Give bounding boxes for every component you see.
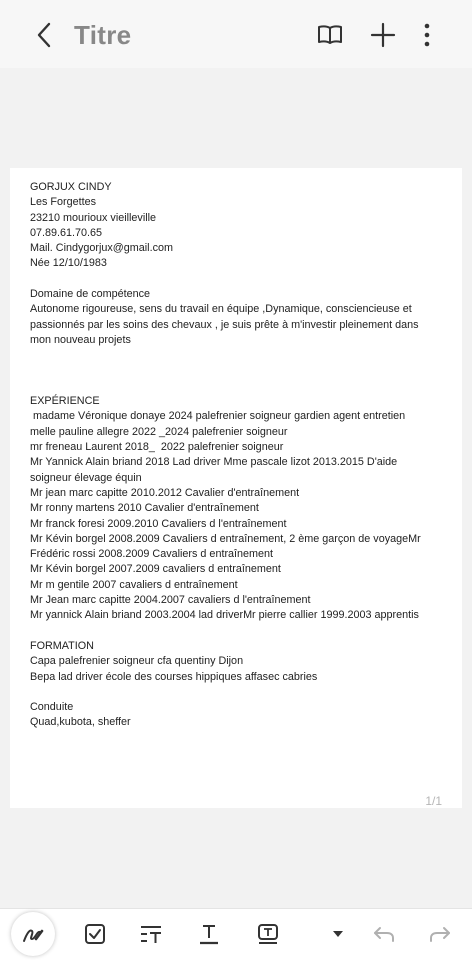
- checkbox-icon: [84, 923, 106, 945]
- document-line: Mr jean marc capitte 2010.2012 Cavalier d'entraînement: [30, 486, 300, 499]
- book-icon: [317, 24, 343, 46]
- document-line: passionnés par les soins des chevaux , je suis prête à m'investir pleinement dans: [30, 318, 419, 331]
- plus-icon: [370, 22, 396, 48]
- back-button[interactable]: [28, 18, 60, 52]
- document-line: Mr ronny martens 2010 Cavalier d'entraînement: [30, 502, 259, 515]
- document-line: 23210 mourioux vieilleville: [30, 211, 157, 224]
- document-text[interactable]: [30, 180, 450, 731]
- page-indicator: 1/1: [425, 794, 442, 808]
- document-line: Mr Jean marc capitte 2004.2007 cavaliers d l'entraînement: [30, 594, 311, 607]
- text-box-icon: [257, 923, 279, 945]
- document-line: 07.89.61.70.65: [30, 226, 103, 239]
- document-line: Mr m gentile 2007 cavaliers d entraînement: [30, 578, 238, 591]
- undo-button[interactable]: [364, 914, 404, 954]
- document-line: Mail. Cindygorjux@gmail.com: [30, 242, 173, 255]
- document-line: Autonome rigoureuse, sens du travail en équipe ,Dynamique, consciencieuse et: [30, 303, 412, 316]
- back-icon: [34, 21, 54, 49]
- document-line: Les Forgettes: [30, 196, 97, 209]
- text-style-icon: [198, 923, 220, 945]
- document-line: FORMATION: [30, 639, 94, 652]
- document-line: melle pauline allegre 2022 _2024 palefrenier soigneur: [30, 425, 288, 438]
- document-line: Bepa lad driver école des courses hippiques affasec cabries: [30, 670, 318, 683]
- redo-button[interactable]: [420, 914, 460, 954]
- document-page[interactable]: [10, 168, 462, 808]
- blank-line: [30, 685, 450, 700]
- handwriting-button[interactable]: [11, 912, 55, 956]
- blank-line: [30, 379, 450, 394]
- dropdown-icon: [332, 930, 344, 938]
- document-line: mr freneau Laurent 2018_ 2022 palefrenier soigneur: [30, 441, 284, 454]
- document-line: Domaine de compétence: [30, 288, 151, 301]
- document-line: Mr Kévin borgel 2007.2009 cavaliers d entraînement: [30, 563, 281, 576]
- document-line: Conduite: [30, 701, 74, 714]
- text-style-button[interactable]: [189, 914, 229, 954]
- document-line: Mr Yannick Alain briand 2018 Lad driver Mme pascale lizot 2013.2015 D'aide: [30, 456, 398, 469]
- document-line: madame Véronique donaye 2024 palefrenier soigneur gardien agent entretien: [30, 410, 406, 423]
- document-line: Mr franck foresi 2009.2010 Cavaliers d l'entraînement: [30, 517, 287, 530]
- blank-line: [30, 348, 450, 363]
- undo-icon: [373, 925, 395, 943]
- top-app-bar: [0, 0, 472, 68]
- pen-icon: [21, 923, 45, 945]
- document-line: Mr Kévin borgel 2008.2009 Cavaliers d entraînement, 2 ème garçon de voyageMr: [30, 532, 421, 545]
- more-vertical-icon: [422, 22, 432, 48]
- document-line: Mr yannick Alain briand 2003.2004 lad driverMr pierre callier 1999.2003 apprentis: [30, 609, 419, 622]
- more-tools-dropdown[interactable]: [318, 914, 358, 954]
- text-format-button[interactable]: [131, 914, 171, 954]
- document-line: soigneur élevage équin: [30, 471, 142, 484]
- text-format-icon: [139, 924, 163, 944]
- bottom-toolbar: [0, 908, 472, 960]
- blank-line: [30, 272, 450, 287]
- document-line: EXPÉRIENCE: [30, 395, 100, 408]
- more-options-button[interactable]: [410, 18, 444, 52]
- redo-icon: [429, 925, 451, 943]
- reading-mode-button[interactable]: [313, 18, 347, 52]
- blank-line: [30, 624, 450, 639]
- page-title[interactable]: Titre: [74, 20, 132, 50]
- document-line: Frédéric rossi 2008.2009 Cavaliers d entraînement: [30, 548, 274, 561]
- document-line: mon nouveau projets: [30, 333, 131, 346]
- text-box-button[interactable]: [248, 914, 288, 954]
- add-button[interactable]: [366, 18, 400, 52]
- document-line: Capa palefrenier soigneur cfa quentiny Dijon: [30, 655, 244, 668]
- blank-line: [30, 364, 450, 379]
- checkbox-button[interactable]: [75, 914, 115, 954]
- document-line: Née 12/10/1983: [30, 257, 107, 270]
- document-line: GORJUX CINDY: [30, 181, 112, 193]
- document-line: Quad,kubota, sheffer: [30, 716, 131, 729]
